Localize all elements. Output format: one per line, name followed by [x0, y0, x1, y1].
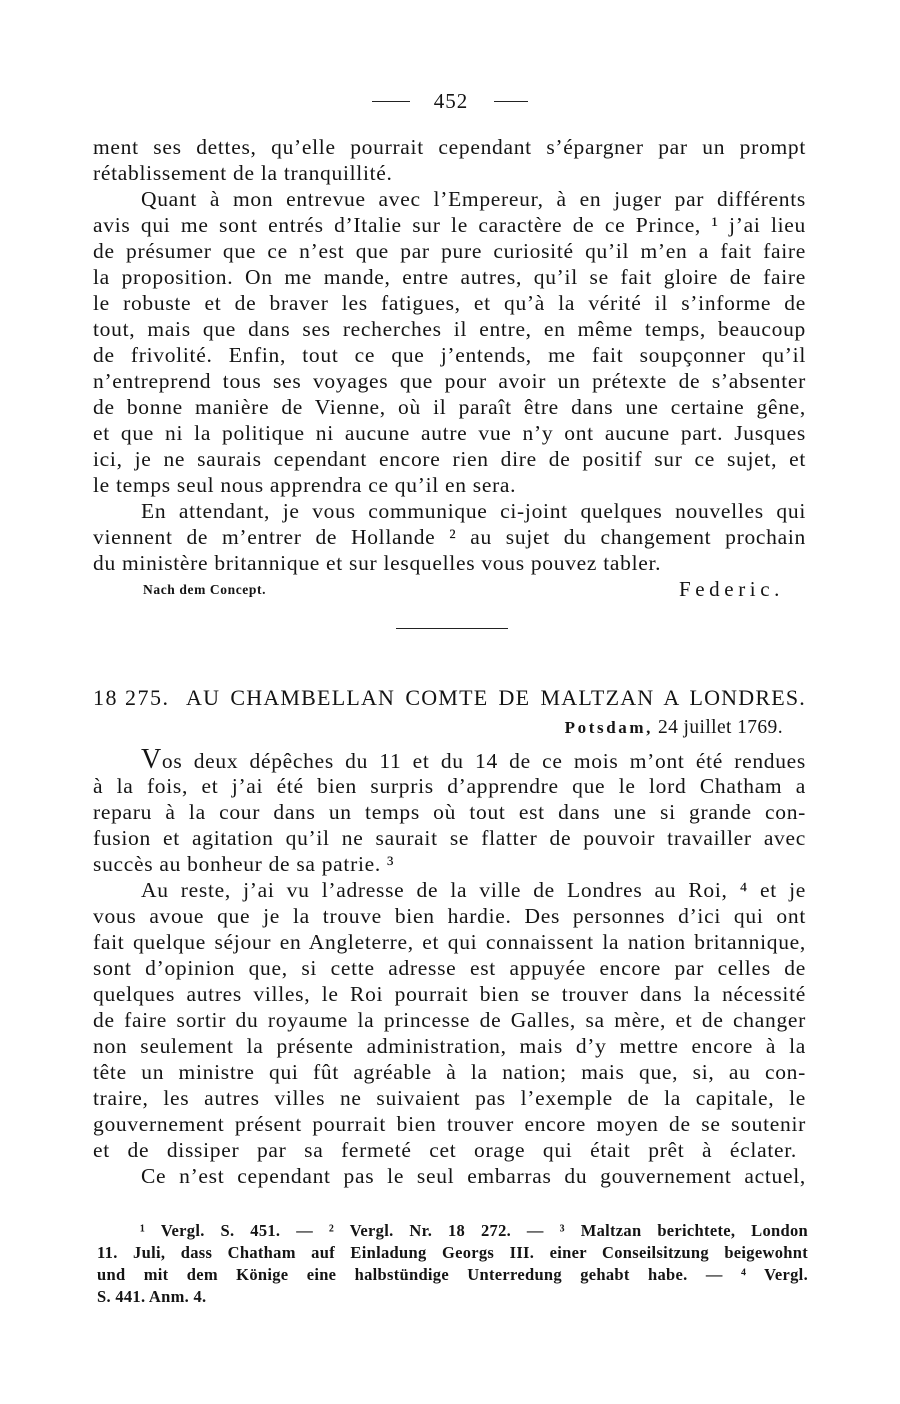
text-line: succès au bonheur de sa patrie. ³ — [93, 852, 395, 876]
text-line: Quant à mon entrevue avec l’Empereur, à en juger par différents — [141, 187, 806, 211]
text-line: et de dissiper par sa fermeté cet orage qui était prêt à éclater. — [93, 1138, 797, 1162]
page-number-right-rule — [494, 101, 528, 102]
paragraph — [93, 877, 806, 1163]
letter-date: 24 juillet 1769. — [657, 717, 783, 738]
page-number-left-rule — [372, 101, 410, 102]
source-note: Nach dem Concept. — [143, 582, 267, 597]
text-line: Au reste, j’ai vu l’adresse de la ville de Londres au Roi, ⁴ et je — [141, 878, 806, 902]
text-line: de faire sortir du royaume la princesse de Galles, sa mère, et de changer — [93, 1008, 806, 1032]
footnotes — [97, 1220, 808, 1308]
text-line: traire, les autres villes ne suivaient pas l’exemple de la capitale, le — [93, 1086, 806, 1110]
text-line: le temps seul nous apprendra ce qu’il en sera. — [93, 473, 517, 497]
text-line: de bonne manière de Vienne, où il paraît être dans une certaine gêne, — [93, 395, 806, 419]
text-line: du ministère britannique et sur lesquelles vous pouvez tabler. — [93, 551, 662, 575]
text-line: sont d’opinion que, si cette adresse est appuyée encore par celles de — [93, 956, 806, 980]
text-line: tête un ministre qui fût agréable à la nation; mais que, si, au con- — [93, 1060, 806, 1084]
letter-continuation — [93, 134, 806, 576]
paragraph — [93, 1163, 806, 1189]
text-line: quelques autres villes, le Roi pourrait bien se trouver dans la nécessité — [93, 982, 806, 1006]
text-line: n’entreprend tous ses voyages que pour avoir un prétexte de s’absenter — [93, 369, 806, 393]
text-line: Ce n’est cependant pas le seul embarras du gouvernement actuel, — [141, 1164, 806, 1188]
text-line: En attendant, je vous communique ci-joint quelques nouvelles qui — [141, 499, 806, 523]
text-line: Vos deux dépêches du 11 et du 14 de ce mois m’ont été rendues — [141, 744, 806, 775]
text-line: ment ses dettes, qu’elle pourrait cependant s’épargner par un prompt — [93, 135, 806, 159]
footnote-line: 11. Juli, dass Chatham auf Einladung Georgs III. einer Conseilsitzung beigewohnt — [97, 1243, 808, 1262]
footnote-line: S. 441. Anm. 4. — [97, 1287, 207, 1306]
footnote-line: und mit dem Könige eine halbstündige Unterredung gehabt habe. — ⁴ Vergl. — [97, 1265, 808, 1284]
letter-body — [93, 744, 806, 1189]
footnote-line: ¹ Vergl. S. 451. — ² Vergl. Nr. 18 272. — ³ Maltzan berichtete, London — [140, 1221, 808, 1240]
text-line: rétablissement de la tranquillité. — [93, 161, 393, 185]
letter-heading — [93, 684, 806, 712]
signature: Federic. — [678, 577, 784, 601]
text-line: ici, je ne saurais cependant encore rien dire de positif sur ce sujet, et — [93, 447, 806, 471]
letter-dateline — [565, 716, 783, 740]
text-line: et que ni la politique ni aucune autre vue n’y ont aucune part. Jusques — [93, 421, 806, 445]
text-line: fusion et agitation qu’il ne saurait se flatter de pouvoir travailler avec — [93, 826, 806, 850]
letter-title: AU CHAMBELLAN COMTE DE MALTZAN A LONDRES. — [186, 685, 806, 710]
paragraph — [93, 186, 806, 498]
text-line: gouvernement présent pourrait bien trouver encore moyen de se soutenir — [93, 1112, 806, 1136]
letter-number: 18 275. — [93, 685, 170, 710]
text-line: la proposition. On me mande, entre autres, qu’il se fait gloire de faire — [93, 265, 806, 289]
text-line: non seulement la présente administration, mais d’y mettre encore à la — [93, 1034, 806, 1058]
paragraph — [93, 498, 806, 576]
section-divider — [396, 628, 508, 629]
paragraph — [93, 744, 806, 877]
text-line: de frivolité. Enfin, tout ce que j’entends, me fait soupçonner qu’il — [93, 343, 806, 367]
text-line: avis qui me sont entrés d’Italie sur le caractère de ce Prince, ¹ j’ai lieu — [93, 213, 806, 237]
text-line: viennent de m’entrer de Hollande ² au sujet du changement prochain — [93, 525, 806, 549]
text-line: fait quelque séjour en Angleterre, et qui connaissent la nation britannique, — [93, 930, 806, 954]
letter-place: Potsdam, — [564, 718, 653, 737]
paragraph — [93, 134, 806, 186]
page-number: 452 — [433, 89, 469, 113]
text-line: vous avoue que je la trouve bien hardie. Des personnes d’ici qui ont — [93, 904, 806, 928]
text-line: reparu à la cour dans un temps où tout est dans une si grande con- — [93, 800, 806, 824]
text-line: à la fois, et j’ai été bien surpris d’apprendre que le lord Chatham a — [93, 774, 806, 798]
text-line: tout, mais que dans ses recherches il entre, en même temps, beaucoup — [93, 317, 806, 341]
text-line: le robuste et de braver les fatigues, et qu’à la vérité il s’informe de — [93, 291, 806, 315]
text-line: de présumer que ce n’est que par pure curiosité qu’il m’en a fait faire — [93, 239, 806, 263]
